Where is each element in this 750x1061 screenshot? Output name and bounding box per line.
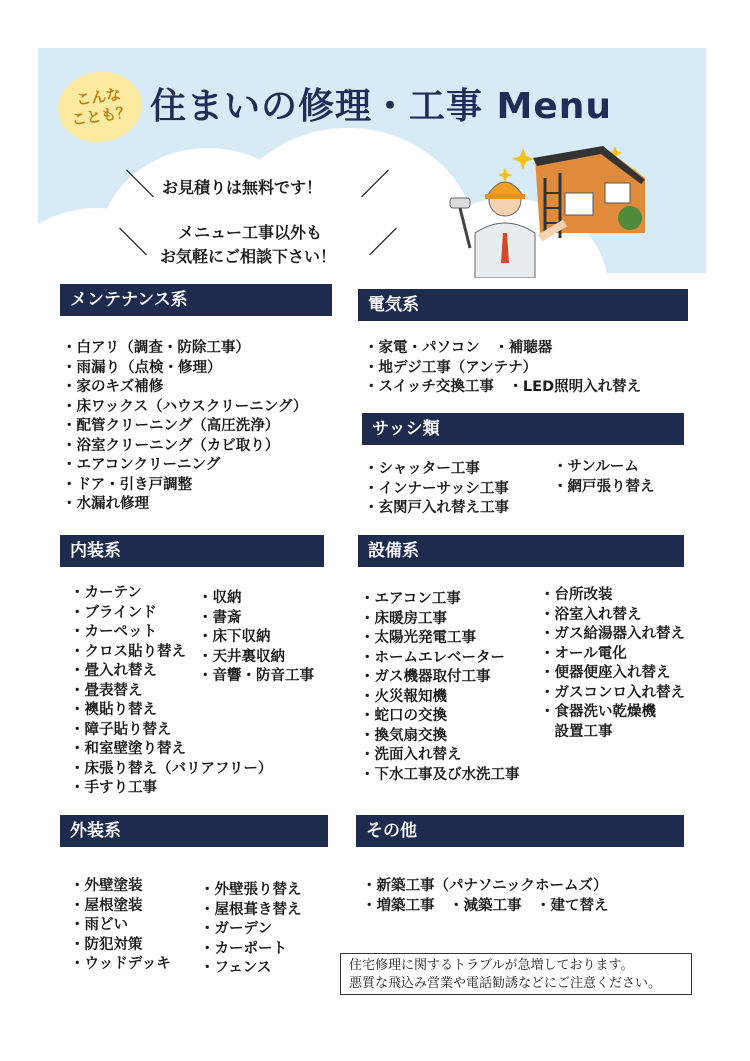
section-header-maintenance: メンテナンス系 [60, 284, 332, 316]
list-item: ・手すり工事 [70, 780, 157, 796]
section-header-electric: 電気系 [358, 289, 688, 321]
list-item: ・便器便座入れ替え [540, 665, 671, 681]
section-header-interior: 内装系 [60, 535, 324, 567]
list-item: ・ガーデン [200, 921, 273, 937]
estimate-text: お見積りは無料です！ [162, 178, 323, 197]
list-item: ・白アリ（調査・防除工事） [62, 340, 250, 356]
list-item: ・インナーサッシ工事 [364, 480, 509, 497]
list-item: ・シャッター工事 [364, 461, 480, 477]
house-icon [533, 146, 645, 238]
section-header-other: その他 [356, 815, 684, 847]
consult-text-1: メニュー工事以外も [178, 223, 323, 242]
list-item: ・防犯対策 [70, 936, 143, 953]
list-item: ・屋根塗装 [70, 897, 143, 914]
slash-decoration: ／ [360, 168, 390, 203]
list-item: ・雨どい [70, 917, 128, 933]
list-item: ・増築工事 ・減築工事 ・建て替え [362, 897, 609, 914]
list-item: ・畳入れ替え [70, 663, 157, 679]
list-item: ・ウッドデッキ [70, 956, 171, 972]
worker-house-illustration [445, 138, 650, 278]
list-item: 設置工事 [540, 723, 613, 740]
list-item: ・屋根葺き替え [200, 901, 302, 918]
list-item: ・床暖房工事 [360, 610, 447, 627]
maintenance-list [62, 339, 307, 515]
equipment-list-col2 [540, 586, 685, 742]
notice-line-2: 悪質な飛込み営業や電話勧誘などにご注意ください。 [349, 976, 662, 991]
list-item: ・床ワックス（ハウスクリーニング） [62, 398, 308, 415]
list-item: ・食器洗い乾燥機 [540, 704, 656, 720]
list-item: ・蛇口の交換 [360, 708, 447, 724]
list-item: ・畳表替え [70, 682, 143, 699]
list-item: ・新築工事（パナソニックホームズ） [362, 878, 608, 894]
list-item: ・家電・パソコン ・補聴器 [364, 340, 553, 356]
section-header-equipment: 設備系 [358, 535, 684, 567]
electric-list [364, 339, 641, 398]
list-item: ・台所改装 [540, 587, 613, 603]
list-item: ・雨漏り（点検・修理） [62, 359, 222, 376]
list-item: ・スイッチ交換工事 ・LED照明入れ替え [364, 379, 642, 395]
list-item: ・天井裏収納 [198, 648, 285, 665]
list-item: ・洗面入れ替え [360, 747, 462, 763]
list-item: ・クロス貼り替え [70, 643, 186, 660]
list-item: ・カーポート [200, 940, 287, 957]
list-item: ・浴室入れ替え [540, 606, 642, 623]
page-title: 住まいの修理・工事 Menu [150, 86, 613, 127]
list-item: ・書斎 [198, 609, 242, 626]
list-item: ・障子貼り替え [70, 721, 172, 738]
list-item: ・浴室クリーニング（カビ取り） [62, 437, 280, 454]
list-item: ・カーテン [70, 585, 142, 601]
other-list [362, 877, 609, 916]
list-item: ・カーペット [70, 624, 157, 640]
list-item: ・網戸張り替え [553, 478, 655, 495]
list-item: ・配管クリーニング（高圧洗浄） [62, 418, 280, 434]
list-item: ・エアコン工事 [360, 591, 461, 607]
list-item: ・収納 [198, 590, 242, 606]
list-item: ・換気扇交換 [360, 727, 447, 744]
list-item: ・火災報知機 [360, 688, 447, 705]
list-item: ・ガス給湯器入れ替え [540, 626, 685, 642]
sash-list-col2 [553, 458, 655, 497]
list-item: ・玄関戸入れ替え工事 [364, 500, 509, 516]
slash-decoration: ＼ [118, 226, 148, 261]
list-item: ・ドア・引き戸調整 [62, 476, 193, 493]
list-item: ・太陽光発電工事 [360, 630, 476, 646]
list-item: ・音響・防音工事 [198, 668, 314, 684]
exterior-list-col1 [70, 877, 171, 975]
slash-decoration: ＼ [125, 168, 155, 203]
section-header-sash: サッシ類 [362, 413, 684, 445]
list-item: ・オール電化 [540, 645, 627, 662]
equipment-list-col1 [360, 590, 520, 785]
consult-text-2: お気軽にご相談下さい！ [160, 247, 337, 266]
exterior-list-col2 [200, 881, 302, 979]
warning-notice [340, 953, 692, 995]
slash-decoration: ／ [368, 226, 398, 261]
notice-line-1: 住宅修理に関するトラブルが急増しております。 [349, 958, 634, 973]
list-item: ・サンルーム [553, 459, 639, 475]
list-item: ・外壁張り替え [200, 882, 302, 898]
list-item: ・ガス機器取付工事 [360, 669, 491, 685]
list-item: ・襖貼り替え [70, 702, 157, 718]
list-item: ・床下収納 [198, 629, 271, 645]
list-item: ・地デジ工事（アンテナ） [364, 359, 538, 376]
list-item: ・ホームエレベーター [360, 649, 505, 666]
list-item: ・フェンス [200, 960, 272, 976]
list-item: ・床張り替え（バリアフリー） [70, 760, 273, 777]
badge: こんな ことも？ [54, 66, 147, 147]
sash-list-col1 [364, 460, 509, 519]
list-item: ・下水工事及び水洗工事 [360, 766, 520, 783]
list-item: ・和室壁塗り替え [70, 741, 186, 757]
list-item: ・水漏れ修理 [62, 496, 149, 512]
interior-list-col2 [198, 589, 314, 687]
list-item: ・家のキズ補修 [62, 379, 164, 395]
list-item: ・外壁塗装 [70, 878, 143, 894]
list-item: ・ブラインド [70, 604, 157, 621]
section-header-exterior: 外装系 [60, 815, 328, 847]
list-item: ・ガスコンロ入れ替え [540, 684, 685, 701]
list-item: ・エアコンクリーニング [62, 457, 221, 473]
